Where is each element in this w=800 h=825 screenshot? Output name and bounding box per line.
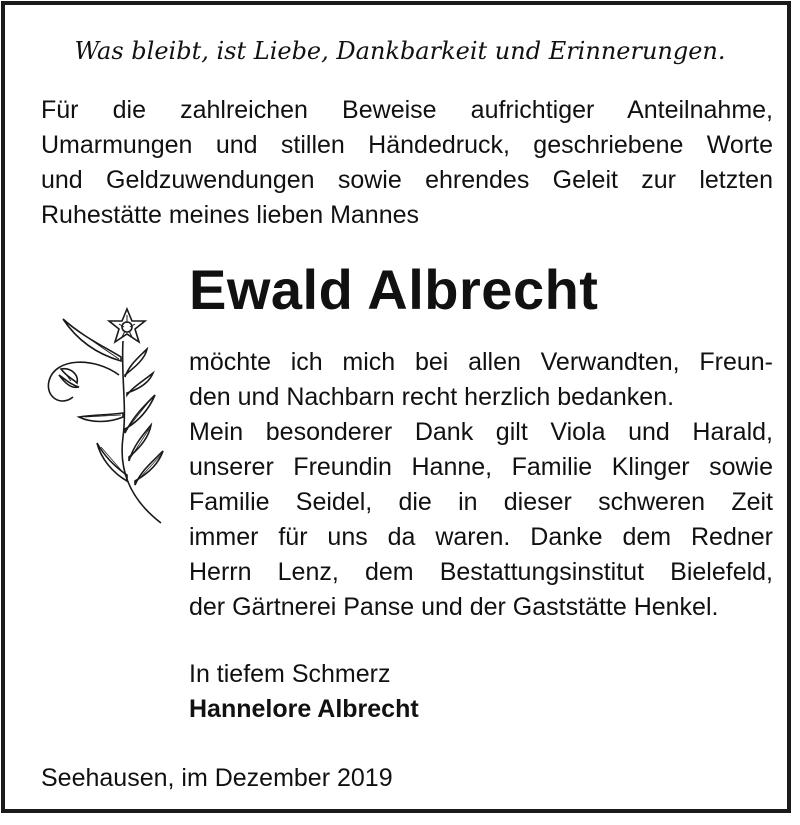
- closing-block: [189, 657, 419, 727]
- intro-line: Ruhestätte meines lieben Mannes: [41, 201, 420, 229]
- deceased-name: Ewald Albrecht: [189, 258, 599, 321]
- thanks-line: möchte ich mich bei allen Verwandten, Freun-: [189, 348, 773, 376]
- intro-line: Umarmungen und stillen Händedruck, geschriebene Worte: [41, 131, 773, 159]
- signer-name: Hannelore Albrecht: [189, 695, 419, 723]
- notice-frame: [1, 1, 791, 813]
- thanks-line: immer für uns da waren. Danke dem Redner: [189, 523, 773, 551]
- thanks-line: Mein besonderer Dank gilt Viola und Harald,: [189, 418, 773, 446]
- thanks-line: den und Nachbarn recht herzlich bedanken.: [189, 383, 675, 411]
- closing-phrase: In tiefem Schmerz: [189, 660, 391, 688]
- place-date: Seehausen, im Dezember 2019: [41, 764, 393, 792]
- thanks-paragraph: [189, 345, 773, 625]
- intro-line: Für die zahlreichen Beweise aufrichtiger Anteilnahme,: [41, 96, 773, 124]
- thanks-line: Familie Seidel, die in dieser schweren Zeit: [189, 488, 773, 516]
- thanks-line: der Gärtnerei Panse und der Gaststätte Henkel.: [189, 593, 719, 621]
- thanks-line: Herrn Lenz, dem Bestattungsinstitut Bielefeld,: [189, 558, 773, 586]
- intro-line: und Geldzuwendungen sowie ehrendes Geleit zur letzten: [41, 166, 773, 194]
- motto: Was bleibt, ist Liebe, Dankbarkeit und Erinnerungen.: [74, 37, 726, 65]
- intro-paragraph: [41, 93, 773, 233]
- thanks-line: unserer Freundin Hanne, Familie Klinger sowie: [189, 453, 773, 481]
- flower-branch-icon: [35, 297, 175, 529]
